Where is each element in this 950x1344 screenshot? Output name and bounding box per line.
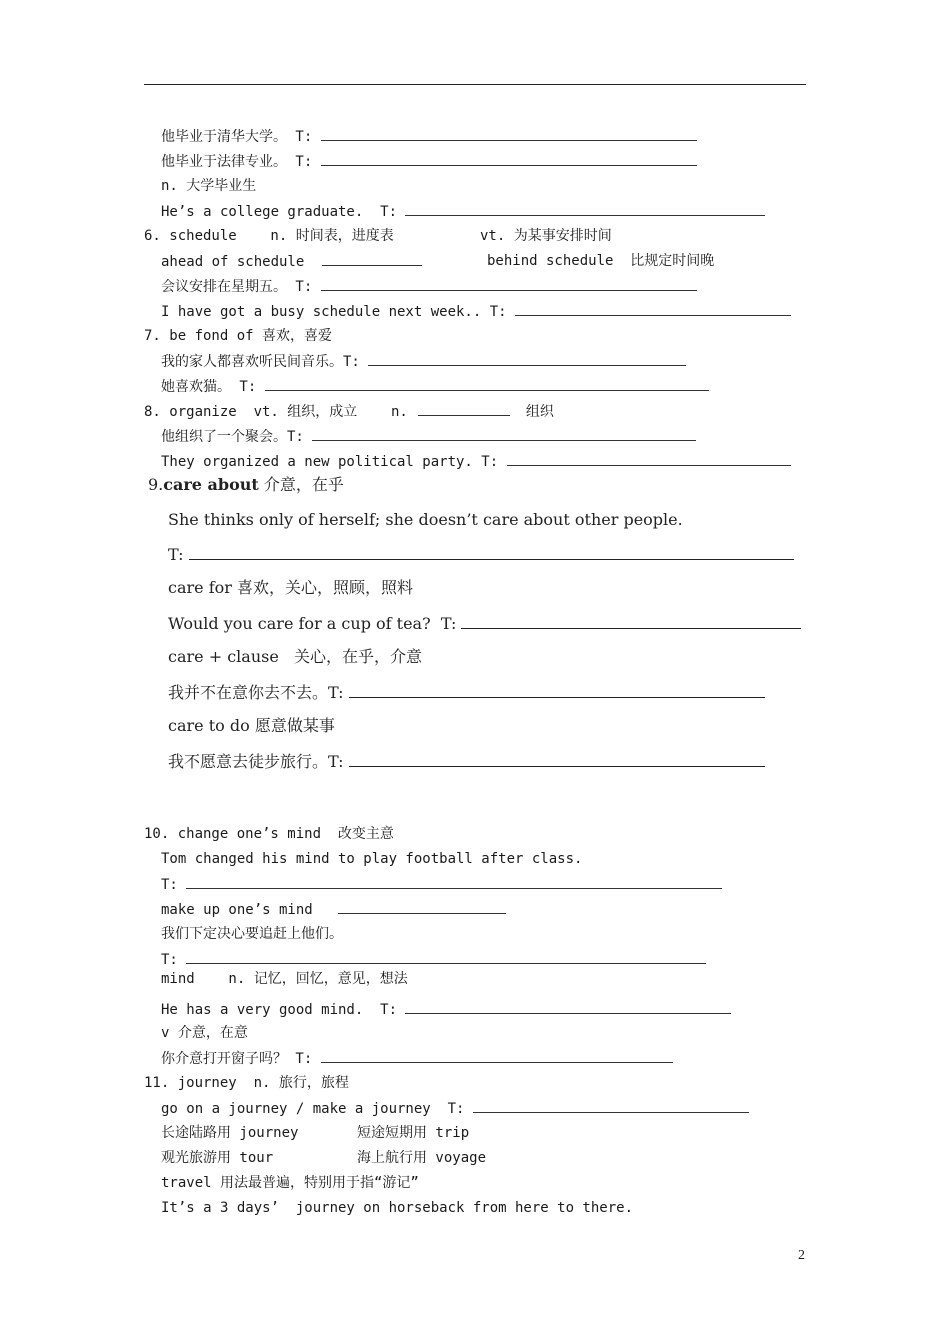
vocab-heading: 7. be fond of 喜欢，喜爱 (144, 328, 333, 344)
example-sentence: She thinks only of herself; she doesn’t care about other people. (168, 510, 683, 529)
vocab-line: travel 用法最普遍，特别用于指“游记” (161, 1175, 419, 1191)
answer-blank[interactable] (507, 452, 791, 466)
answer-blank[interactable] (405, 202, 765, 216)
answer-blank[interactable] (189, 544, 794, 560)
vocab-heading: 9.care about 介意，在乎 (148, 475, 344, 494)
answer-blank[interactable] (321, 127, 697, 141)
answer-blank[interactable] (321, 1049, 673, 1063)
exercise-line: 他组织了一个聚会。T: (161, 427, 696, 446)
exercise-line: I have got a busy schedule next week.. T: (161, 302, 791, 321)
vocab-line: care + clause 关心，在乎，介意 (168, 647, 423, 666)
answer-blank[interactable] (405, 1000, 731, 1014)
vocab-heading: 11. journey n. 旅行，旅程 (144, 1075, 349, 1091)
answer-blank[interactable] (515, 302, 791, 316)
vocab-line: 观光旅游用 tour (161, 1150, 274, 1166)
vocab-line: 海上航行用 voyage (357, 1150, 487, 1166)
vocab-heading: 6. schedule n. 时间表，进度表 (144, 228, 394, 244)
exercise-line: T: (161, 875, 722, 894)
exercise-line: T: (168, 544, 794, 565)
vocab-heading: 10. change one’s mind 改变主意 (144, 826, 394, 842)
exercise-line: T: (161, 950, 706, 969)
answer-blank[interactable] (349, 751, 765, 767)
answer-blank[interactable] (186, 950, 706, 964)
vocab-line: care for 喜欢，关心，照顾，照料 (168, 578, 413, 597)
answer-blank[interactable] (186, 875, 722, 889)
vocab-line: 我们下定决心要追赶上他们。 (161, 926, 343, 942)
exercise-line: 她喜欢猫。 T: (161, 377, 709, 396)
exercise-line: Would you care for a cup of tea? T: (168, 613, 801, 634)
answer-blank[interactable] (338, 900, 506, 914)
vocab-line: vt. 为某事安排时间 (480, 228, 612, 244)
exercise-line: make up one’s mind (161, 900, 506, 919)
answer-blank[interactable] (321, 277, 697, 291)
answer-blank[interactable] (322, 252, 422, 266)
vocab-line: behind schedule 比规定时间晚 (487, 253, 715, 269)
exercise-line: 他毕业于法律专业。 T: (161, 152, 697, 171)
answer-blank[interactable] (418, 402, 510, 416)
example-sentence: Tom changed his mind to play football after class. (161, 851, 583, 867)
example-sentence: It’s a 3 days’ journey on horseback from here to there. (161, 1200, 634, 1216)
exercise-line: ahead of schedule (161, 252, 422, 271)
exercise-line: 他毕业于清华大学。 T: (161, 127, 697, 146)
exercise-line: He’s a college graduate. T: (161, 202, 765, 221)
exercise-line: 会议安排在星期五。 T: (161, 277, 697, 296)
exercise-line: 你介意打开窗子吗？ T: (161, 1049, 673, 1068)
answer-blank[interactable] (461, 613, 801, 629)
page-number: 2 (798, 1248, 805, 1263)
answer-blank[interactable] (368, 352, 686, 366)
exercise-line: go on a journey / make a journey T: (161, 1099, 749, 1118)
vocab-line: n. 大学毕业生 (161, 178, 257, 194)
answer-blank[interactable] (349, 682, 765, 698)
vocab-heading: 8. organize vt. 组织，成立 n. 组织 (144, 404, 554, 420)
vocab-line: 长途陆路用 journey (161, 1125, 299, 1141)
exercise-line: 我并不在意你去不去。T: (168, 682, 765, 703)
answer-blank[interactable] (321, 152, 697, 166)
exercise-line: 我不愿意去徒步旅行。T: (168, 751, 765, 772)
answer-blank[interactable] (312, 427, 696, 441)
vocab-line: care to do 愿意做某事 (168, 716, 335, 735)
header-rule (144, 84, 806, 85)
answer-blank[interactable] (265, 377, 709, 391)
exercise-line: They organized a new political party. T: (161, 452, 791, 471)
exercise-line: He has a very good mind. T: (161, 1000, 731, 1019)
vocab-line: mind n. 记忆，回忆，意见，想法 (161, 971, 408, 987)
exercise-line: 我的家人都喜欢听民间音乐。T: (161, 352, 686, 371)
vocab-line: 短途短期用 trip (357, 1125, 470, 1141)
vocab-line: v 介意，在意 (161, 1025, 248, 1041)
answer-blank[interactable] (473, 1099, 749, 1113)
